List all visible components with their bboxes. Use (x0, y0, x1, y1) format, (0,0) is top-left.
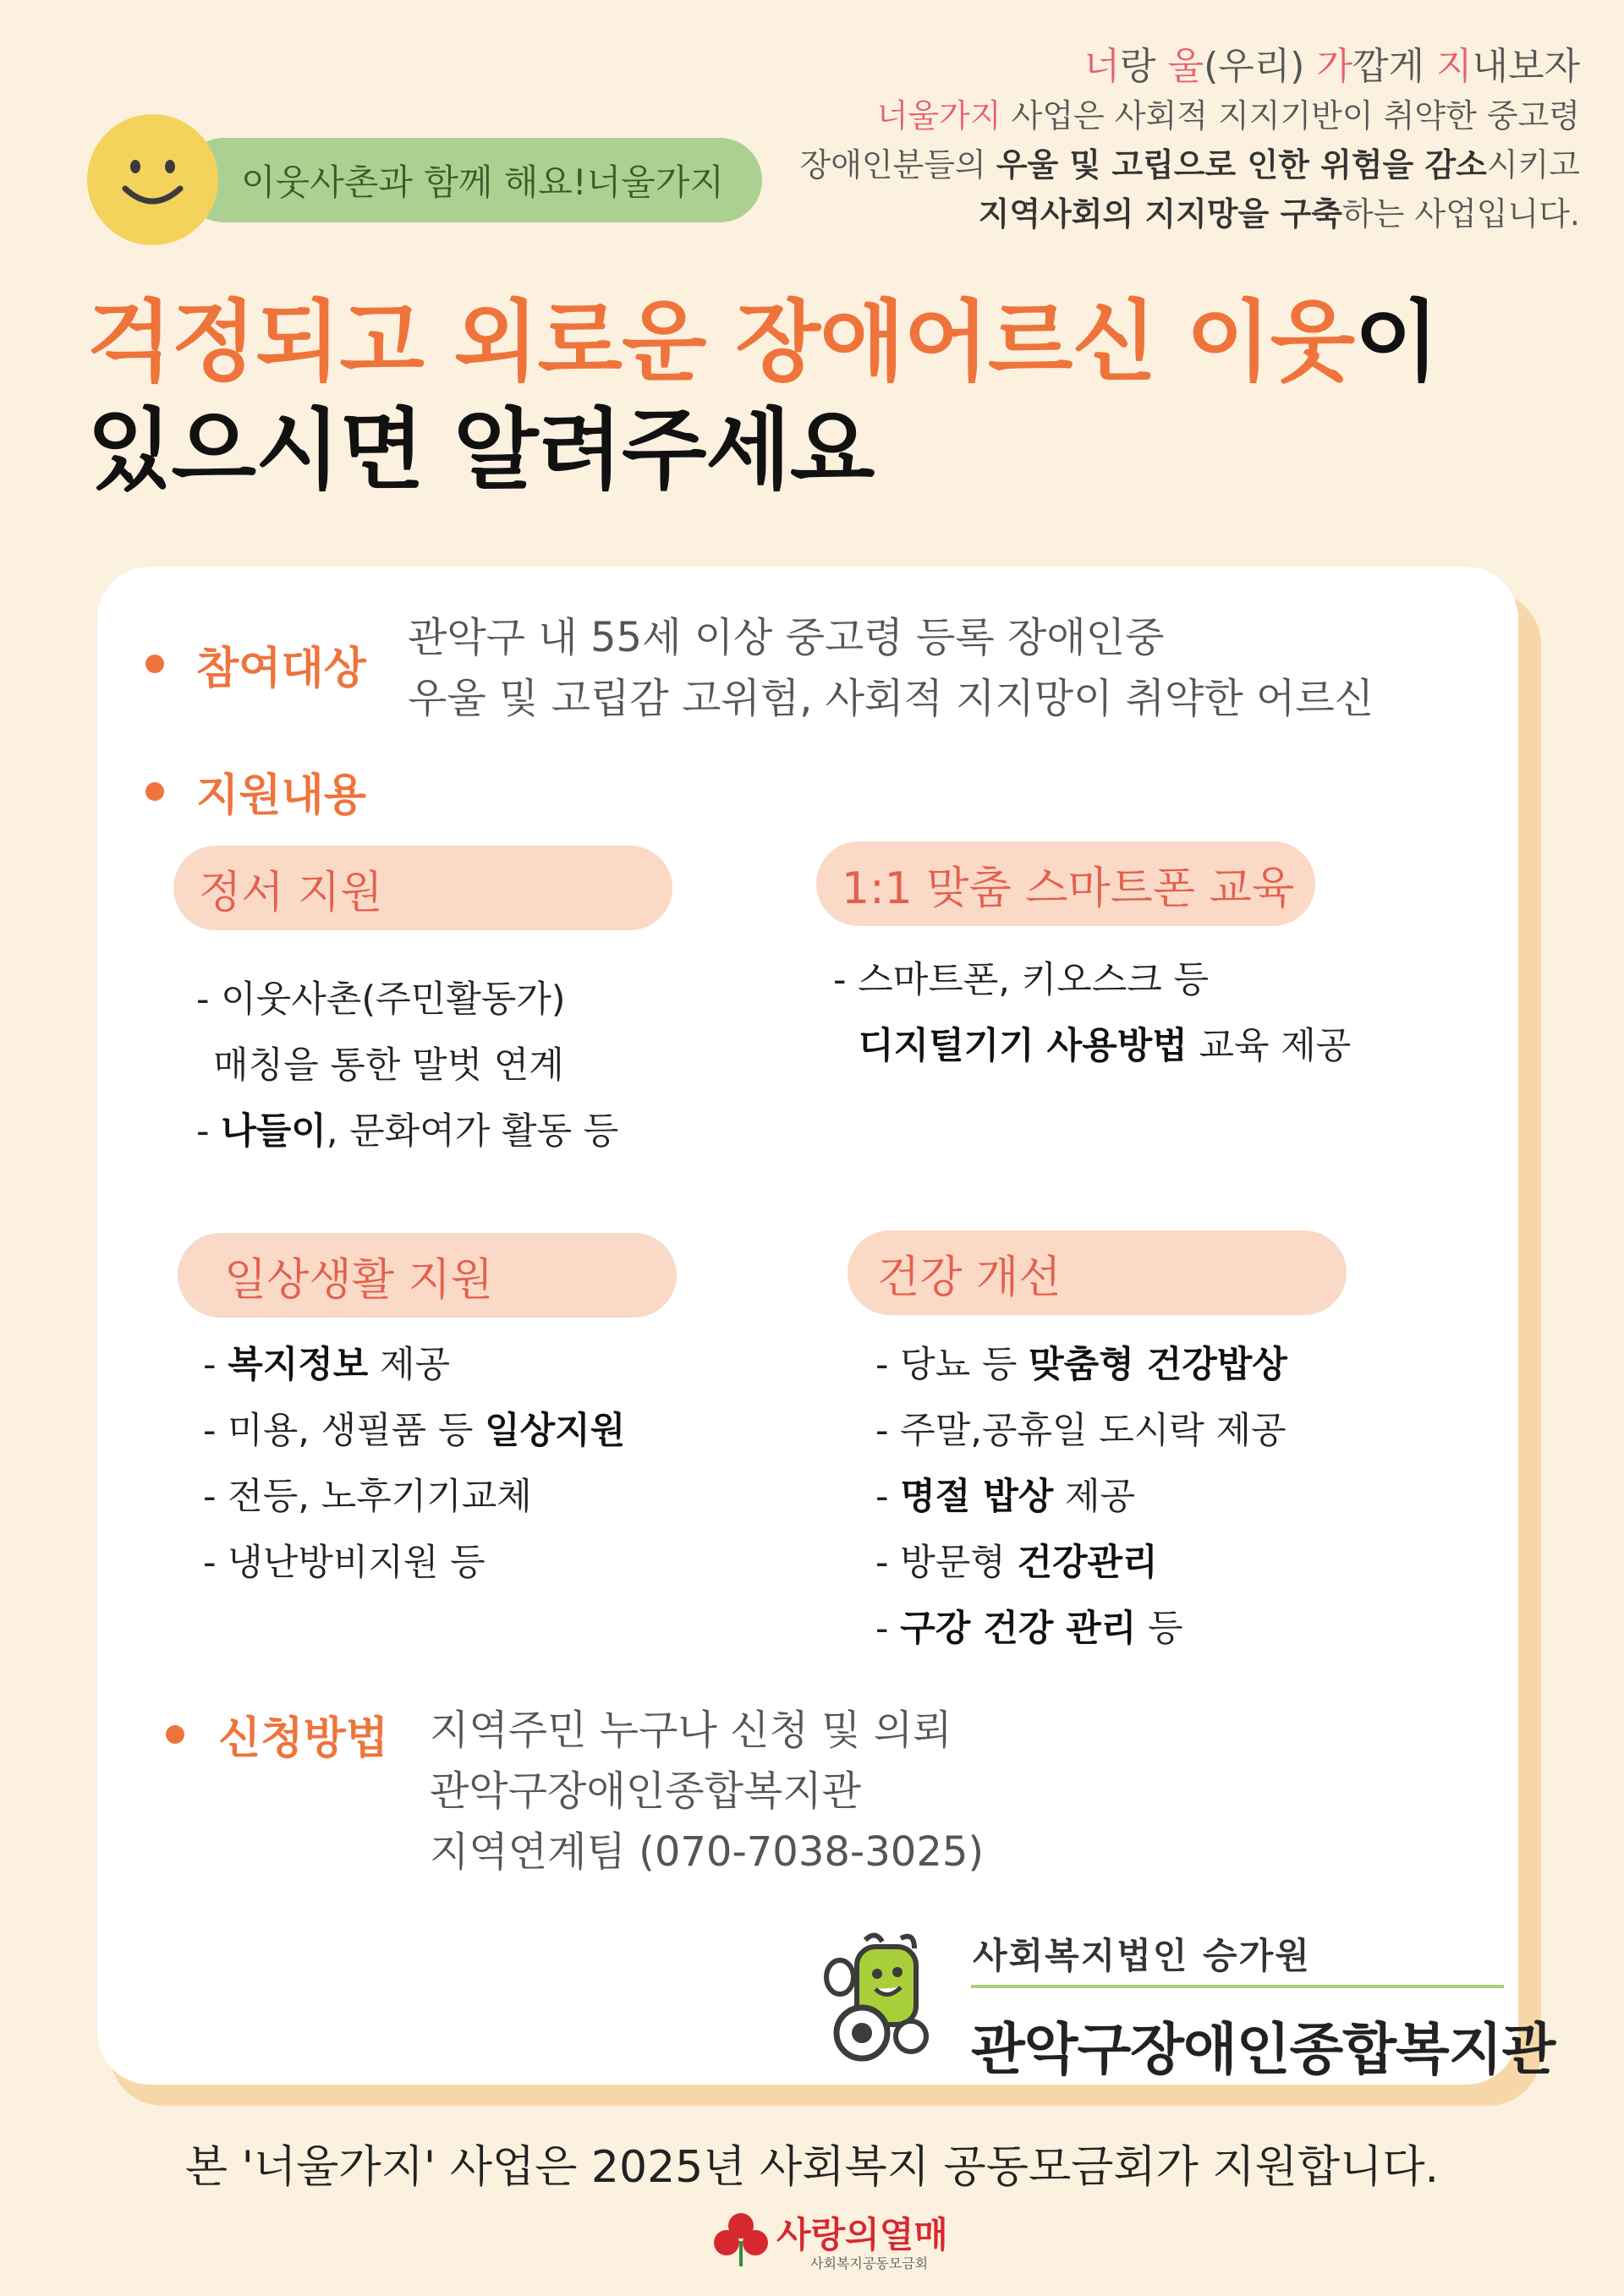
tag-daily-life-support: 일상생활 지원 (178, 1233, 677, 1318)
fruit-of-love-subtitle: 사회복지공동모금회 (810, 2255, 929, 2271)
bullet-dot (166, 1725, 184, 1744)
smartphone-education-list: - 스마트폰, 키오스크 등 디지털기기 사용방법 교육 제공 (833, 959, 1352, 1067)
main-headline: 걱정되고 외로운 장애어르신 이웃이 있으시면 알려주세요 (87, 290, 1439, 501)
foundation-name: 사회복지법인 승가원 (973, 1935, 1311, 1976)
tagline-acrostic: 너랑 울(우리) 가깝게 지내보자 (1084, 45, 1580, 88)
apply-description: 지역주민 누구나 신청 및 의뢰 관악구장애인종합복지관 지역연계팀 (070-7038-3025) (430, 1707, 985, 1876)
target-description: 관악구 내 55세 이상 중고령 등록 장애인중 우울 및 고립감 고위험, 사회적 지지망이 취약한 어르신 (408, 614, 1374, 722)
fruit-of-love-name: 사랑의열매 (776, 2214, 948, 2255)
target-title: 참여대상 (196, 644, 366, 694)
apply-title: 신청방법 (218, 1713, 388, 1764)
tagline-line-4: 지역사회의 지지망을 구축하는 사업입니다. (978, 195, 1580, 233)
bullet-dot (145, 782, 164, 801)
daily-life-support-list: - 복지정보 제공 - 미용, 생필품 등 일상지원 - 전등, 노후기기교체 - 냉난방비지원 등 (203, 1344, 626, 1584)
health-improvement-list: - 당뇨 등 맞춤형 건강밥상 - 주말,공휴일 도시락 제공 - 명절 밥상 제공 - 방문형 건강관리 - 구강 건강 관리 등 (875, 1344, 1287, 1650)
smiley-face-icon (87, 114, 218, 245)
fruit-of-love-icon (710, 2207, 771, 2268)
emotional-support-list: - 이웃사촌(주민활동가) 매칭을 통한 말벗 연계 - 나들이, 문화여가 활동 등 (196, 978, 619, 1153)
tagline-line-2: 너울가지 사업은 사회적 지지기반이 취약한 중고령 (876, 97, 1580, 134)
logo-divider (971, 1985, 1504, 1988)
bullet-dot (145, 655, 164, 673)
tag-emotional-support: 정서 지원 (173, 846, 672, 930)
project-tagline (799, 42, 1580, 238)
tag-health-improvement: 건강 개선 (848, 1230, 1347, 1315)
support-title: 지원내용 (196, 770, 366, 821)
center-name: 관악구장애인종합복지관 (971, 2017, 1555, 2082)
tag-smartphone-education: 1:1 맞춤 스마트폰 교육 (816, 841, 1315, 926)
sponsor-notice: 본 '너울가지' 사업은 2025년 사회복지 공동모금회가 지원합니다. (184, 2142, 1440, 2193)
slogan-text: 이웃사촌과 함께 해요!너울가지 (241, 162, 724, 203)
slogan-pill (182, 138, 762, 222)
mascot-logo-icon (816, 1928, 943, 2063)
tagline-line-3: 장애인분들의 우울 및 고립으로 인한 위험을 감소시키고 (799, 146, 1580, 184)
